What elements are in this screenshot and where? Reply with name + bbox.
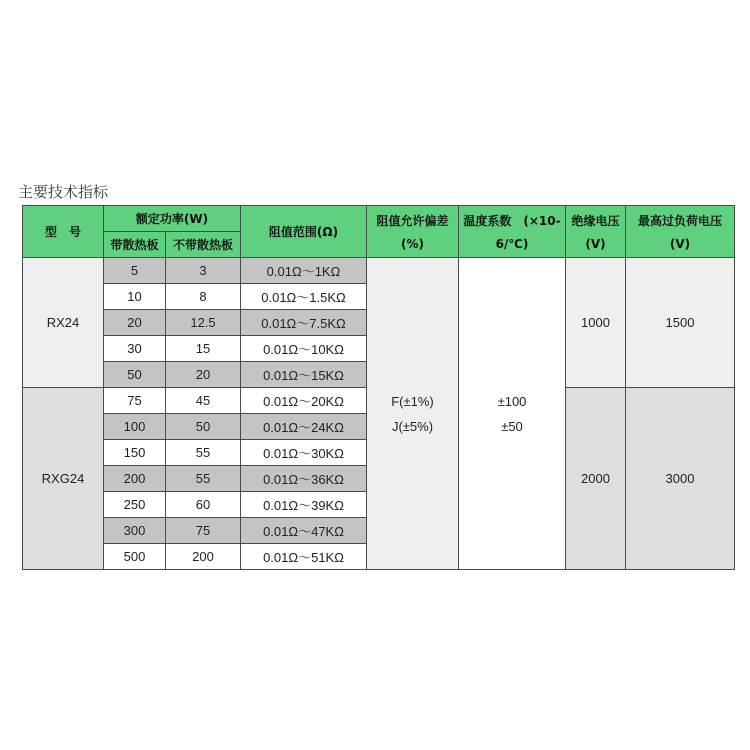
- power-with-cell: 5: [104, 258, 166, 284]
- header-temp: [459, 206, 566, 258]
- header-model: 型 号: [23, 206, 104, 258]
- header-insulation-line2: (V): [585, 237, 606, 251]
- spec-table: [22, 205, 735, 570]
- insulation-cell: 2000: [566, 388, 626, 570]
- range-cell: 0.01Ω～10KΩ: [241, 336, 367, 362]
- header-temp-line2: 6/℃): [495, 237, 529, 251]
- power-without-cell: 55: [166, 466, 241, 492]
- header-overload-line2: (V): [669, 237, 691, 251]
- power-without-cell: 60: [166, 492, 241, 518]
- header-insulation: [566, 206, 626, 258]
- power-without-cell: 200: [166, 544, 241, 570]
- power-with-cell: 30: [104, 336, 166, 362]
- range-cell: 0.01Ω～24KΩ: [241, 414, 367, 440]
- model-cell: RXG24: [23, 388, 104, 570]
- overload-cell: 1500: [626, 258, 735, 388]
- range-cell: 0.01Ω～39KΩ: [241, 492, 367, 518]
- model-cell: RX24: [23, 258, 104, 388]
- power-without-cell: 15: [166, 336, 241, 362]
- header-tolerance-line2: (%): [401, 237, 424, 251]
- power-with-cell: 250: [104, 492, 166, 518]
- header-overload-line1: 最高过负荷电压: [637, 214, 722, 228]
- header-overload: [626, 206, 735, 258]
- header-power-without: 不带散热板: [166, 232, 241, 258]
- header-tolerance: [367, 206, 459, 258]
- power-with-cell: 10: [104, 284, 166, 310]
- header-temp-line1: 温度系数 (×10-: [463, 214, 561, 228]
- page-title: 主要技术指标: [18, 183, 109, 201]
- temp-value: ±50: [501, 418, 523, 434]
- power-with-cell: 200: [104, 466, 166, 492]
- temp-cell: [459, 258, 566, 570]
- range-cell: 0.01Ω～7.5KΩ: [241, 310, 367, 336]
- range-cell: 0.01Ω～51KΩ: [241, 544, 367, 570]
- tolerance-value: F(±1%): [391, 393, 434, 409]
- power-with-cell: 500: [104, 544, 166, 570]
- insulation-cell: 1000: [566, 258, 626, 388]
- power-without-cell: 8: [166, 284, 241, 310]
- power-with-cell: 20: [104, 310, 166, 336]
- power-without-cell: 75: [166, 518, 241, 544]
- header-range: 阻值范围(Ω): [241, 206, 367, 258]
- range-cell: 0.01Ω～30KΩ: [241, 440, 367, 466]
- power-without-cell: 12.5: [166, 310, 241, 336]
- power-without-cell: 45: [166, 388, 241, 414]
- header-insulation-line1: 绝缘电压: [571, 214, 620, 228]
- range-cell: 0.01Ω～15KΩ: [241, 362, 367, 388]
- power-with-cell: 50: [104, 362, 166, 388]
- power-with-cell: 100: [104, 414, 166, 440]
- range-cell: 0.01Ω～36KΩ: [241, 466, 367, 492]
- header-tolerance-line1: 阻值允许偏差: [376, 214, 449, 228]
- range-cell: 0.01Ω～47KΩ: [241, 518, 367, 544]
- tolerance-value: J(±5%): [391, 418, 434, 434]
- power-with-cell: 300: [104, 518, 166, 544]
- header-power-with: 带散热板: [104, 232, 166, 258]
- range-cell: 0.01Ω～1KΩ: [241, 258, 367, 284]
- power-with-cell: 75: [104, 388, 166, 414]
- power-without-cell: 3: [166, 258, 241, 284]
- power-without-cell: 20: [166, 362, 241, 388]
- overload-cell: 3000: [626, 388, 735, 570]
- power-without-cell: 55: [166, 440, 241, 466]
- power-without-cell: 50: [166, 414, 241, 440]
- range-cell: 0.01Ω～20KΩ: [241, 388, 367, 414]
- tolerance-cell: [367, 258, 459, 570]
- range-cell: 0.01Ω～1.5KΩ: [241, 284, 367, 310]
- temp-value: ±100: [497, 393, 527, 409]
- header-power: 额定功率(W): [104, 206, 241, 232]
- power-with-cell: 150: [104, 440, 166, 466]
